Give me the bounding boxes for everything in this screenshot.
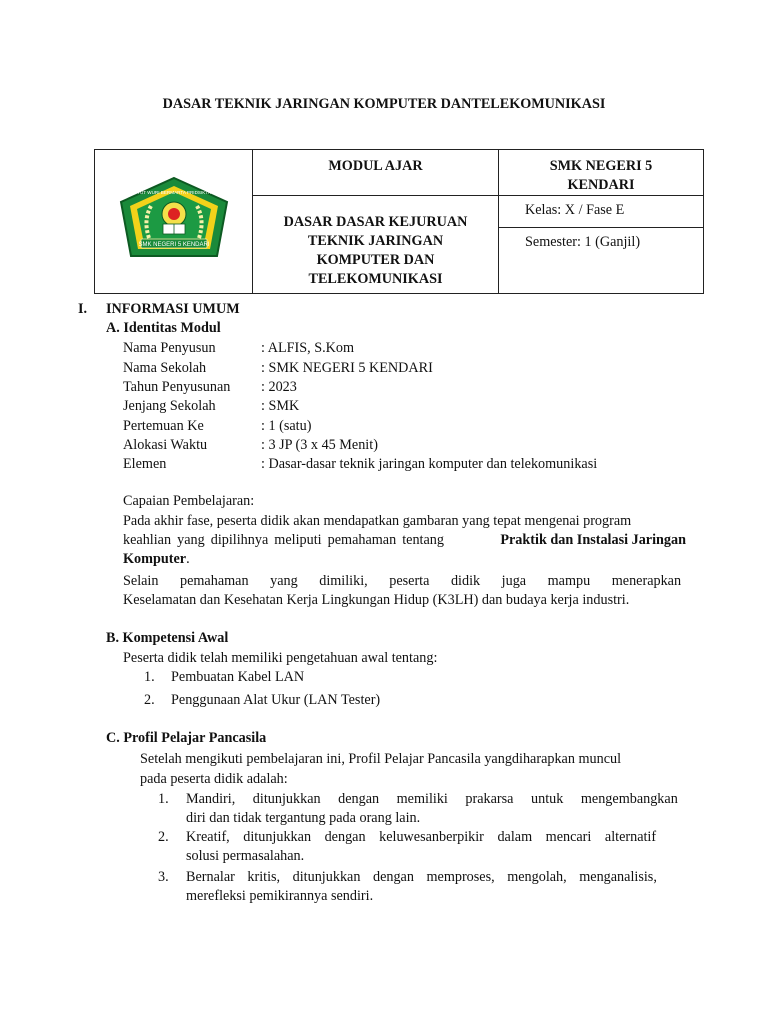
subject-line-1: DASAR DASAR KEJURUAN [283,214,468,230]
kompetensi-intro: Peserta didik telah memiliki pengetahuan awal tentang: [123,650,438,666]
list-item: Kreatif, ditunjukkan dengan keluwesanberpikir dalam mencari alternatif [186,829,657,845]
identity-value: : 3 JP (3 x 45 Menit) [261,437,378,453]
list-item-continuation: merefleksi pemikirannya sendiri. [186,888,374,904]
section-title: INFORMASI UMUM [106,301,240,317]
identity-value: : Dasar-dasar teknik jaringan komputer dan telekomunikasi [261,456,598,472]
identity-label: Nama Penyusun [123,340,216,356]
section-roman-numeral: I. [78,301,88,317]
semester-value: Semester: 1 (Ganjil) [525,234,641,250]
document-title: DASAR TEKNIK JARINGAN KOMPUTER DANTELEKOMUNIKASI [162,96,606,112]
subject-line-3: KOMPUTER DAN [316,252,435,268]
school-name-line2: KENDARI [567,177,635,193]
subsection-b-title: B. Kompetensi Awal [106,630,229,646]
logo-cell [95,150,253,294]
school-name-line1: SMK NEGERI 5 [549,158,653,174]
logo-text: SMK NEGERI 5 KENDARI [138,242,210,248]
capaian-paragraph-line: Selain pemahaman yang dimiliki, peserta didik juga mampu menerapkan [123,573,682,589]
subject-line-2: TEKNIK JARINGAN [307,233,444,249]
school-name-cell [499,150,704,196]
capaian-paragraph-line: Keselamatan dan Kesehatan Kerja Lingkungan Hidup (K3LH) dan budaya kerja industri. [123,592,630,608]
list-item: Bernalar kritis, ditunjukkan dengan memproses, mengolah, menganalisis, [186,869,657,885]
subsection-c-title: C. Profil Pelajar Pancasila [106,730,267,746]
capaian-bold-text-end: Komputer [123,551,187,567]
list-item: Pembuatan Kabel LAN [171,669,305,685]
logo-arc-text: TUT WURI BERMARTA PRIDSIKTA [137,190,211,195]
list-item: Penggunaan Alat Ukur (LAN Tester) [171,692,381,708]
identity-value: : 2023 [261,379,297,395]
list-item-continuation: solusi permasalahan. [186,848,305,864]
capaian-paragraph-line [123,551,190,568]
capaian-label: Capaian Pembelajaran: [123,493,255,509]
list-item-number: 1. [158,791,169,807]
identity-label: Jenjang Sekolah [123,398,216,414]
identity-value: : 1 (satu) [261,418,312,434]
subject-cell [253,196,499,294]
identity-value: : ALFIS, S.Kom [261,340,355,356]
profil-intro-line: pada peserta didik adalah: [140,771,288,787]
list-item-number: 3. [158,869,169,885]
identity-value: : SMK NEGERI 5 KENDARI [261,360,433,376]
list-item-number: 2. [144,692,155,708]
capaian-text: keahlian yang dipilihnya meliputi pemahaman tentang [123,532,444,548]
identity-label: Pertemuan Ke [123,418,204,434]
subject-line-4: TELEKOMUNIKASI [308,271,443,287]
kelas-cell [499,196,704,228]
profil-intro-line: Setelah mengikuti pembelajaran ini, Profil Pelajar Pancasila yangdiharapkan muncul [140,751,622,767]
capaian-period: . [186,551,190,567]
identity-label: Alokasi Waktu [123,437,208,453]
identity-label: Nama Sekolah [123,360,207,376]
subsection-a-title: A. Identitas Modul [106,320,221,336]
list-item-number: 2. [158,829,169,845]
capaian-bold-text: Praktik dan Instalasi Jaringan [500,532,686,548]
list-item-continuation: diri dan tidak tergantung pada orang lain. [186,810,421,826]
school-logo-icon [119,176,229,258]
list-item-number: 1. [144,669,155,685]
module-header-table [94,149,704,294]
modul-ajar-cell [253,150,499,196]
capaian-bold-wrap [123,532,686,549]
identity-value: : SMK [261,398,300,414]
list-item: Mandiri, ditunjukkan dengan memiliki prakarsa untuk mengembangkan [186,791,678,807]
modul-ajar-label: MODUL AJAR [328,158,423,174]
kelas-value: Kelas: X / Fase E [525,202,625,218]
capaian-paragraph-line: Pada akhir fase, peserta didik akan mendapatkan gambaran yang tepat mengenai program [123,513,632,529]
semester-cell [499,228,704,294]
identity-label: Tahun Penyusunan [123,379,231,395]
identity-label: Elemen [123,456,167,472]
